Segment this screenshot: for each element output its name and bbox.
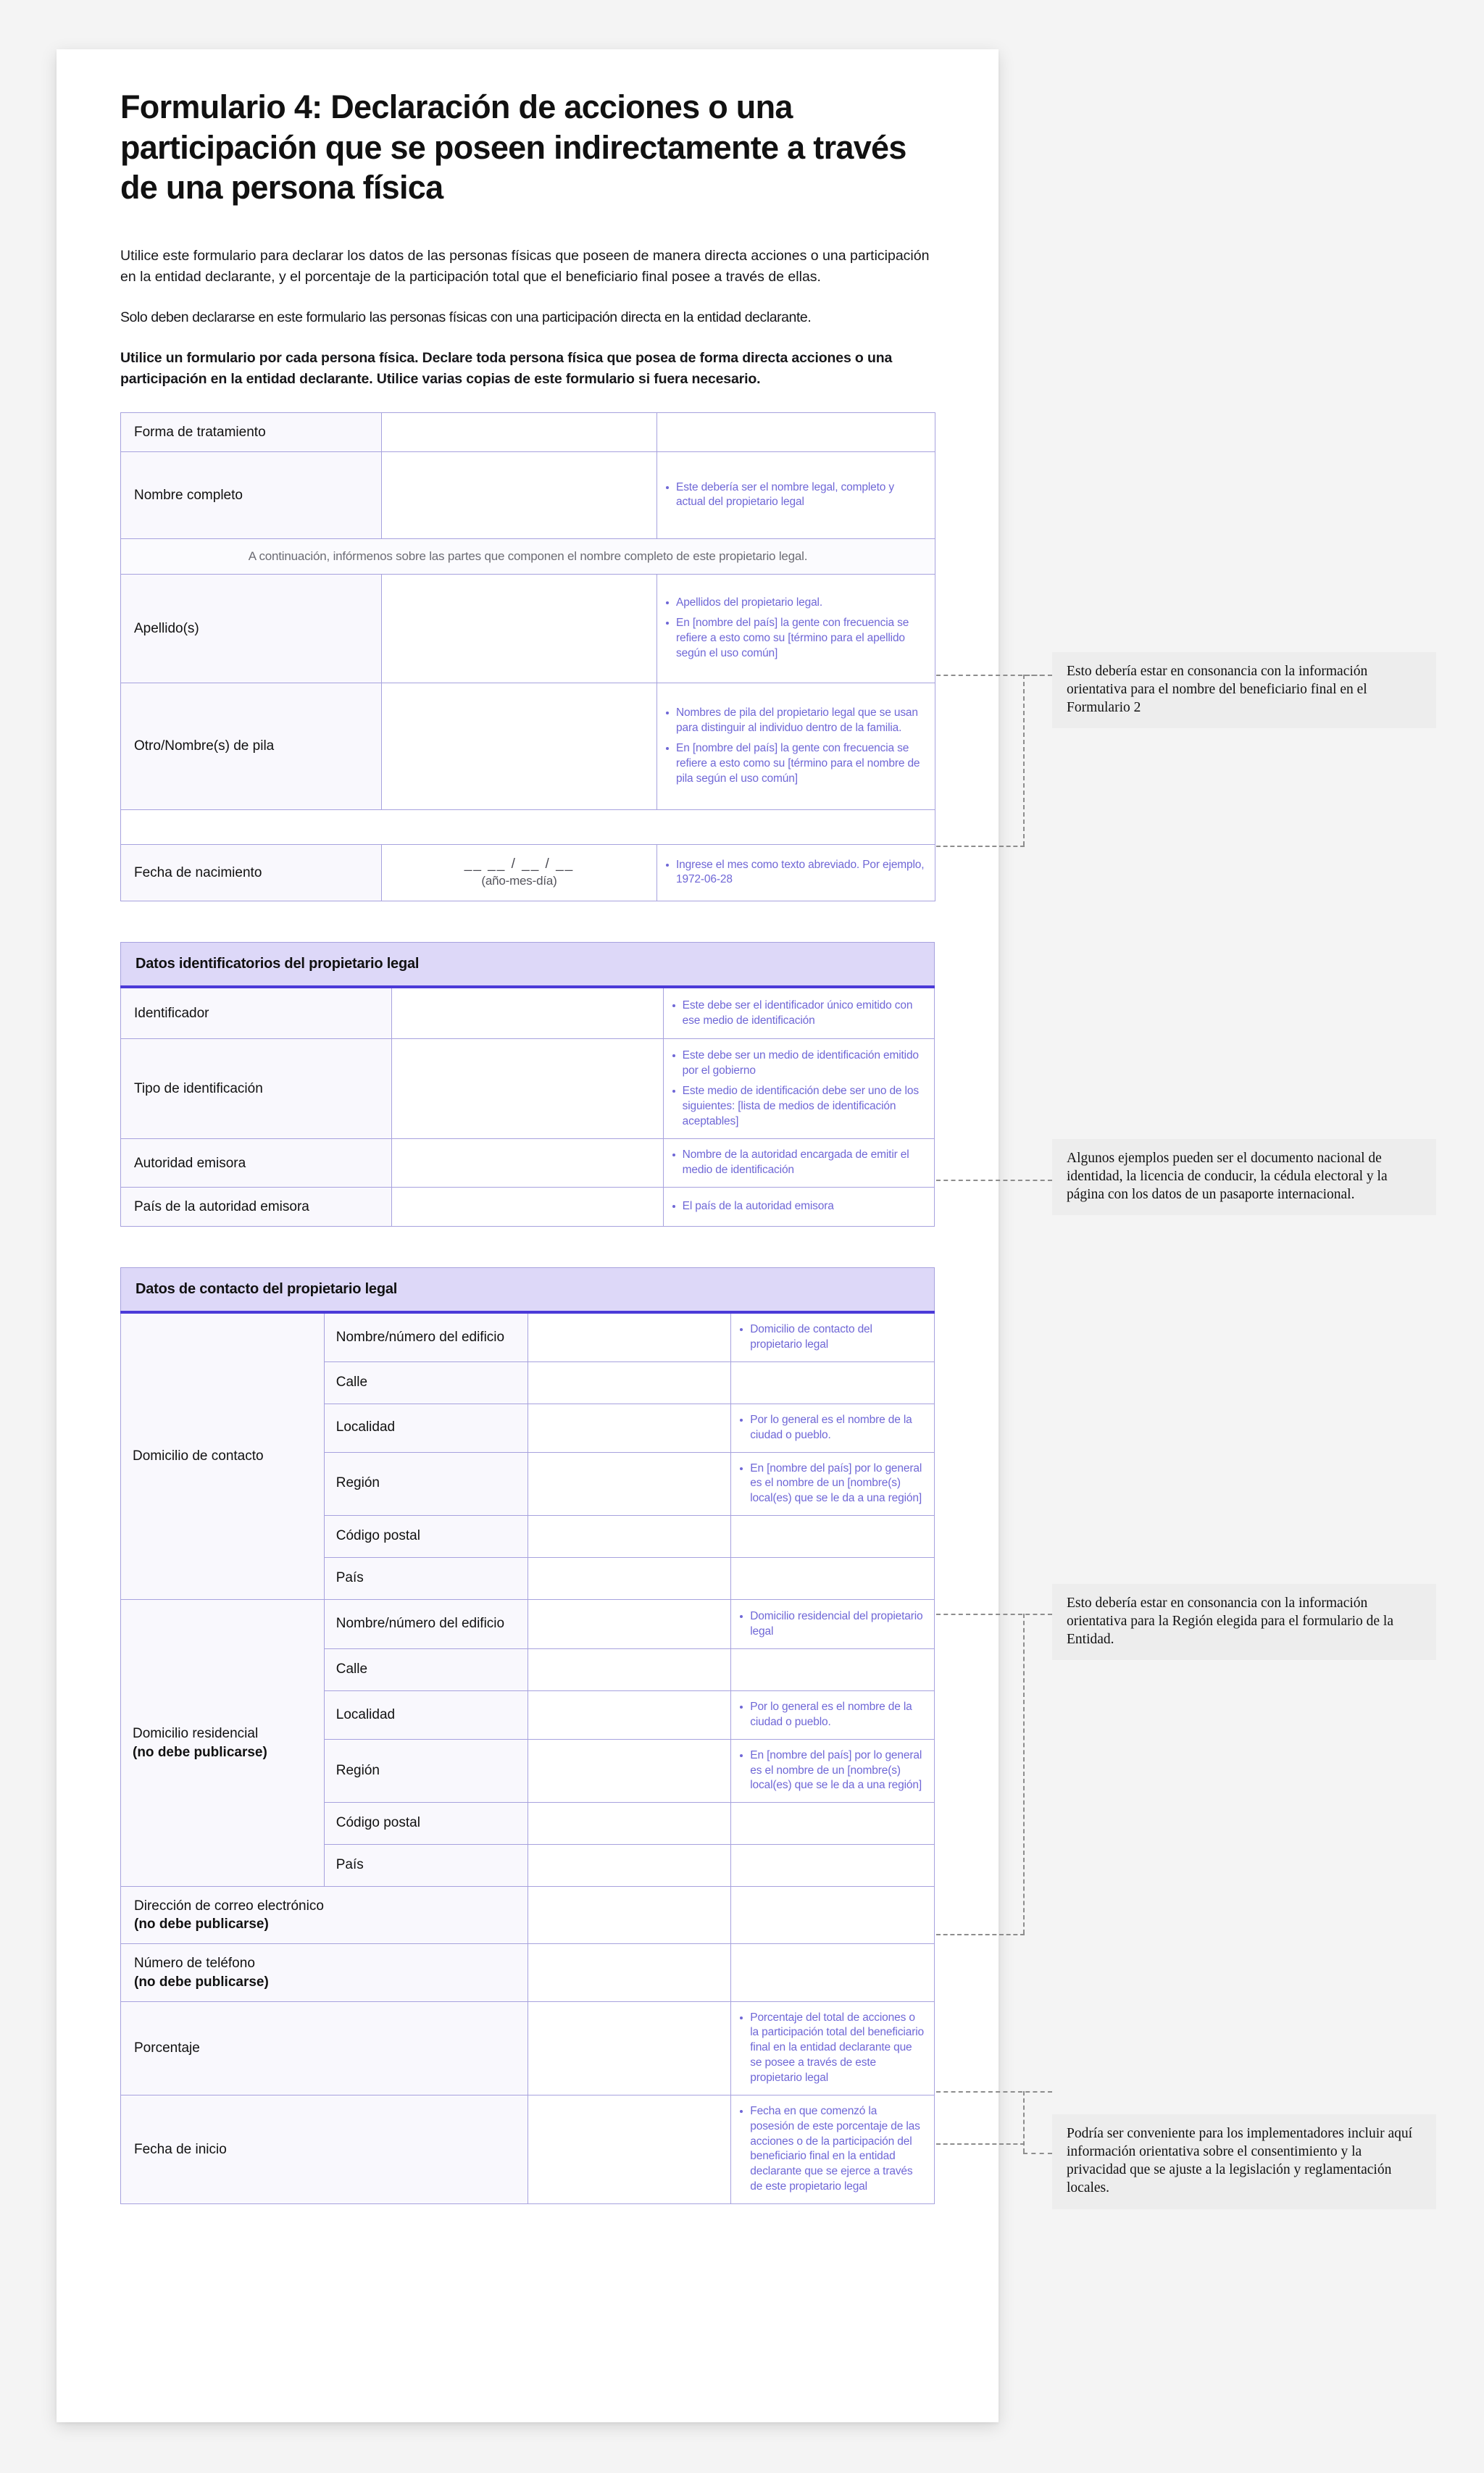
- email-label-line2: (no debe publicarse): [134, 1917, 269, 1932]
- group-label-domicilio-residencial: [121, 1600, 325, 1887]
- hint-item: Ingrese el mes como texto abreviado. Por ejemplo, 1972-06-28: [664, 858, 925, 888]
- annotation-callout-3: Esto debería estar en consonancia con la información orientativa para la Región elegida para el formulario de la Entidad.: [1052, 1584, 1436, 1660]
- section-header-cell: [121, 942, 935, 987]
- hint-residencial-codigo-postal: [731, 1803, 935, 1845]
- hint-pais-autoridad: [663, 1188, 934, 1227]
- phone-label-line2: (no debe publicarse): [134, 1974, 269, 1990]
- connector-segment: [936, 846, 1025, 847]
- hint-item: Domicilio residencial del propietario legal: [738, 1609, 924, 1640]
- table-row: [121, 844, 935, 901]
- hint-fecha-nacimiento: [657, 844, 935, 901]
- phone-label-line1: Número de teléfono: [134, 1956, 255, 1972]
- connector-segment: [1023, 675, 1052, 676]
- row-label-telefono: [121, 1944, 528, 2001]
- hint-item: En [nombre del país] por lo general es el nombre de un [nombre(s) local(es) que se le da a una región]: [738, 1748, 924, 1794]
- hint-residencial-region: [731, 1739, 935, 1803]
- hint-telefono: [731, 1944, 935, 2001]
- row-label-contacto-edificio: Nombre/número del edificio: [324, 1312, 528, 1361]
- row-label-pais-autoridad: País de la autoridad emisora: [121, 1188, 392, 1227]
- contact-details-table: [120, 1267, 935, 2204]
- annotation-callout-4: Podría ser conveniente para los implementadores incluir aquí información orientativa sobre el consentimiento y la privacidad que se ajuste a la legislación y reglamentación locales.: [1052, 2114, 1436, 2209]
- table-row: [121, 1887, 935, 1944]
- row-label-email: [121, 1887, 528, 1944]
- name-details-table: [120, 412, 935, 901]
- table-row: [121, 1600, 935, 1649]
- hint-item: En [nombre del país] la gente con frecuencia se refiere a esto como su [término para el apellido según el uso común]: [664, 616, 925, 662]
- input-porcentaje[interactable]: [528, 2001, 731, 2095]
- hint-item: En [nombre del país] la gente con frecuencia se refiere a esto como su [término para el nombre de pila según el uso común]: [664, 741, 925, 787]
- hint-item: Este debería ser el nombre legal, completo y actual del propietario legal: [664, 480, 925, 511]
- row-label-fecha-nacimiento: Fecha de nacimiento: [121, 844, 382, 901]
- row-label-residencial-edificio: Nombre/número del edificio: [324, 1600, 528, 1649]
- connector-segment: [1023, 2153, 1052, 2154]
- input-residencial-region[interactable]: [528, 1739, 731, 1803]
- table-row: [121, 1188, 935, 1227]
- input-contacto-region[interactable]: [528, 1452, 731, 1516]
- row-label-identificador: Identificador: [121, 987, 392, 1039]
- hint-contacto-localidad: [731, 1404, 935, 1452]
- input-residencial-localidad[interactable]: [528, 1691, 731, 1740]
- row-label-contacto-pais: País: [324, 1558, 528, 1600]
- date-format-caption: (año-mes-día): [481, 874, 557, 888]
- row-label-nombre-completo: Nombre completo: [121, 451, 382, 538]
- row-label-contacto-codigo-postal: Código postal: [324, 1516, 528, 1558]
- row-label-fecha-inicio: Fecha de inicio: [121, 2095, 528, 2203]
- hint-item: Nombres de pila del propietario legal que se usan para distinguir al individuo dentro de la familia.: [664, 706, 925, 736]
- hint-item: En [nombre del país] por lo general es el nombre de un [nombre(s) local(es) que se le da a una región]: [738, 1461, 924, 1507]
- input-forma-tratamiento[interactable]: [382, 412, 657, 451]
- input-apellidos[interactable]: [382, 574, 657, 683]
- input-identificador[interactable]: [392, 987, 663, 1039]
- row-label-residencial-codigo-postal: Código postal: [324, 1803, 528, 1845]
- name-parts-note: A continuación, infórmenos sobre las partes que componen el nombre completo de este propietario legal.: [248, 549, 808, 563]
- connector-segment: [1023, 1614, 1025, 1934]
- hint-item: Fecha en que comenzó la posesión de este porcentaje de las acciones o de la participación del beneficiario final en la entidad declarante que se ejerce a través de este propietario legal: [738, 2104, 924, 2195]
- input-residencial-codigo-postal[interactable]: [528, 1803, 731, 1845]
- row-label-porcentaje: Porcentaje: [121, 2001, 528, 2095]
- connector-segment: [1023, 675, 1025, 846]
- input-nombres-pila[interactable]: [382, 683, 657, 809]
- row-label-residencial-localidad: Localidad: [324, 1691, 528, 1740]
- row-label-contacto-localidad: Localidad: [324, 1404, 528, 1452]
- intro-paragraph-3: Utilice un formulario por cada persona física. Declare toda persona física que posea de forma directa acciones o una participación en la entidad declarante. Utilice varias copias de este formulario si fuera necesario.: [120, 349, 893, 388]
- name-parts-note-cell: [121, 538, 935, 574]
- connector-segment: [936, 1614, 1052, 1615]
- identification-table: [120, 942, 935, 1227]
- hint-item: Porcentaje del total de acciones o la participación total del beneficiario final en la entidad declarante que se posee a través de este propietario legal: [738, 2011, 924, 2086]
- page-title: Formulario 4: Declaración de acciones o una participación que se poseen indirectamente a través de una persona física: [120, 88, 906, 207]
- input-tipo-identificacion[interactable]: [392, 1039, 663, 1139]
- row-label-residencial-pais: País: [324, 1845, 528, 1887]
- input-fecha-inicio[interactable]: [528, 2095, 731, 2203]
- date-slots: __ __ / __ / __: [464, 856, 575, 872]
- hint-item: Nombre de la autoridad encargada de emitir el medio de identificación: [671, 1148, 924, 1178]
- row-label-residencial-region: Región: [324, 1739, 528, 1803]
- group-label-line2: (no debe publicarse): [133, 1744, 267, 1760]
- intro-paragraph-2: Solo deben declararse en este formulario las personas físicas con una participación directa en la entidad declarante.: [120, 309, 812, 325]
- input-residencial-edificio[interactable]: [528, 1600, 731, 1649]
- table-row: [121, 574, 935, 683]
- section-header-cell: [121, 1268, 935, 1313]
- hint-tipo-identificacion: [663, 1039, 934, 1139]
- intro-paragraph-1: Utilice este formulario para declarar los datos de las personas físicas que poseen de manera directa acciones o una participación en la entidad declarante, y el porcentaje de la participación total que el beneficiario final posee a través de ellas.: [120, 247, 930, 285]
- table-row: [121, 1139, 935, 1188]
- table-row: [121, 451, 935, 538]
- input-residencial-calle[interactable]: [528, 1649, 731, 1691]
- table-row: [121, 2095, 935, 2203]
- spacer-cell: [121, 809, 935, 844]
- connector-segment: [936, 2091, 1052, 2093]
- input-nombre-completo[interactable]: [382, 451, 657, 538]
- document-sheet: [57, 49, 999, 2422]
- row-label-tipo-identificacion: Tipo de identificación: [121, 1039, 392, 1139]
- hint-contacto-codigo-postal: [731, 1516, 935, 1558]
- table-row: [121, 412, 935, 451]
- connector-segment: [936, 2143, 1025, 2145]
- connector-segment: [936, 1934, 1025, 1935]
- input-contacto-localidad[interactable]: [528, 1404, 731, 1452]
- name-parts-note-row: [121, 538, 935, 574]
- hint-item: Apellidos del propietario legal.: [664, 596, 925, 611]
- input-fecha-nacimiento[interactable]: [382, 844, 657, 901]
- section-title: Datos de contacto del propietario legal: [136, 1281, 398, 1298]
- input-contacto-calle[interactable]: [528, 1361, 731, 1404]
- input-contacto-pais[interactable]: [528, 1558, 731, 1600]
- hint-residencial-calle: [731, 1649, 935, 1691]
- input-pais-autoridad[interactable]: [392, 1188, 663, 1227]
- hint-forma-tratamiento: [657, 412, 935, 451]
- hint-apellidos: [657, 574, 935, 683]
- hint-porcentaje: [731, 2001, 935, 2095]
- input-telefono[interactable]: [528, 1944, 731, 2001]
- hint-contacto-edificio: [731, 1312, 935, 1361]
- table-row: [121, 987, 935, 1039]
- connector-segment: [936, 1180, 1052, 1181]
- group-label-line1: Domicilio residencial: [133, 1726, 259, 1742]
- row-label-forma-tratamiento: Forma de tratamiento: [121, 412, 382, 451]
- hint-nombre-completo: [657, 451, 935, 538]
- spacer-row: [121, 809, 935, 844]
- row-label-residencial-calle: Calle: [324, 1649, 528, 1691]
- group-label-domicilio-contacto: Domicilio de contacto: [121, 1312, 325, 1599]
- hint-residencial-edificio: [731, 1600, 935, 1649]
- row-label-contacto-calle: Calle: [324, 1361, 528, 1404]
- row-label-autoridad-emisora: Autoridad emisora: [121, 1139, 392, 1188]
- table-row: [121, 2001, 935, 2095]
- hint-residencial-localidad: [731, 1691, 935, 1740]
- row-label-nombres-pila: Otro/Nombre(s) de pila: [121, 683, 382, 809]
- hint-item: Domicilio de contacto del propietario legal: [738, 1322, 924, 1353]
- hint-email: [731, 1887, 935, 1944]
- hint-identificador: [663, 987, 934, 1039]
- annotation-callout-2: Algunos ejemplos pueden ser el documento nacional de identidad, la licencia de conducir, la cédula electoral y la página con los datos de un pasaporte internacional.: [1052, 1139, 1436, 1215]
- row-label-contacto-region: Región: [324, 1452, 528, 1516]
- hint-contacto-pais: [731, 1558, 935, 1600]
- hint-fecha-inicio: [731, 2095, 935, 2203]
- section-header-contact: [121, 1268, 935, 1313]
- hint-item: Por lo general es el nombre de la ciudad o pueblo.: [738, 1700, 924, 1730]
- input-residencial-pais[interactable]: [528, 1845, 731, 1887]
- section-title: Datos identificatorios del propietario legal: [136, 955, 420, 972]
- annotation-callout-1: Esto debería estar en consonancia con la información orientativa para el nombre del beneficiario final en el Formulario 2: [1052, 652, 1436, 728]
- hint-contacto-calle: [731, 1361, 935, 1404]
- section-header-identification: [121, 942, 935, 987]
- row-label-apellidos: Apellido(s): [121, 574, 382, 683]
- hint-contacto-region: [731, 1452, 935, 1516]
- input-contacto-edificio[interactable]: [528, 1312, 731, 1361]
- table-row: [121, 1039, 935, 1139]
- input-contacto-codigo-postal[interactable]: [528, 1516, 731, 1558]
- hint-item: Este debe ser un medio de identificación emitido por el gobierno: [671, 1048, 924, 1079]
- input-email[interactable]: [528, 1887, 731, 1944]
- hint-item: Este medio de identificación debe ser uno de los siguientes: [lista de medios de identificación aceptables]: [671, 1084, 924, 1130]
- hint-autoridad-emisora: [663, 1139, 934, 1188]
- table-row: [121, 683, 935, 809]
- table-row: [121, 1944, 935, 2001]
- hint-nombres-pila: [657, 683, 935, 809]
- hint-item: Por lo general es el nombre de la ciudad o pueblo.: [738, 1413, 924, 1443]
- input-autoridad-emisora[interactable]: [392, 1139, 663, 1188]
- hint-item: Este debe ser el identificador único emitido con ese medio de identificación: [671, 998, 924, 1029]
- hint-item: El país de la autoridad emisora: [671, 1199, 924, 1214]
- email-label-line1: Dirección de correo electrónico: [134, 1898, 324, 1914]
- hint-residencial-pais: [731, 1845, 935, 1887]
- document-body: [57, 49, 999, 2204]
- table-row: [121, 1312, 935, 1361]
